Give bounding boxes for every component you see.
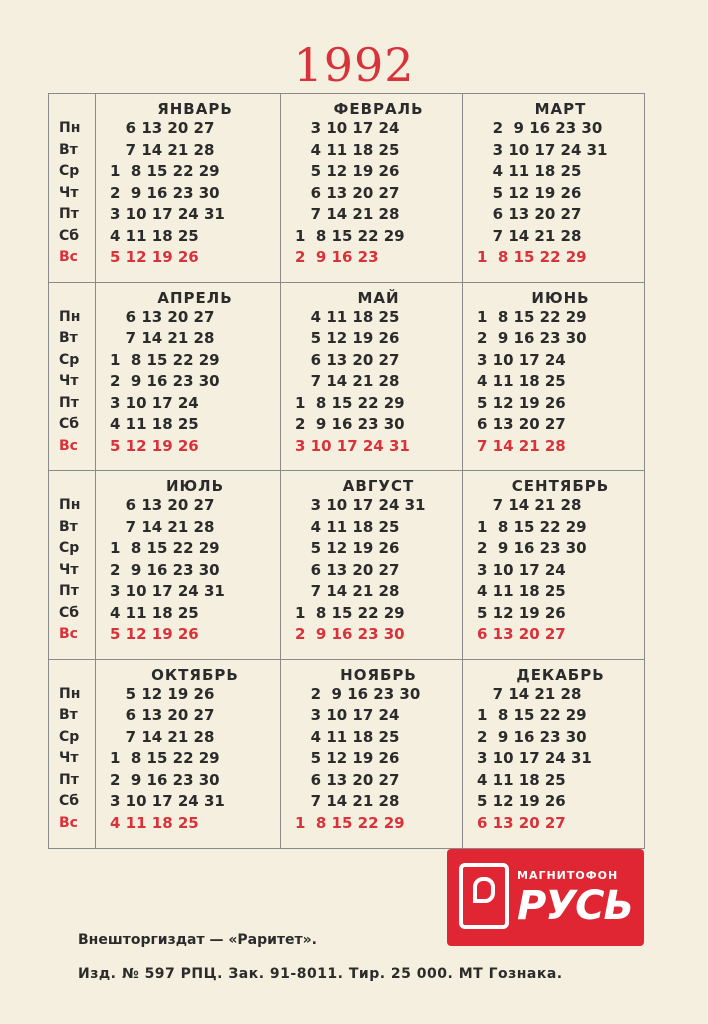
weekday-label: Пн	[59, 120, 81, 136]
week-row: 2 9 16 23 30	[477, 119, 603, 137]
week-row: 6 13 20 27	[295, 770, 400, 789]
week-row: 1 8 15 22 29	[477, 706, 587, 724]
week-row: 2 9 16 23 30	[295, 415, 405, 433]
week-row: 7 14 21 28	[477, 436, 566, 455]
week-row: 3 10 17 24 31	[477, 749, 592, 767]
month-block	[463, 660, 644, 849]
week-row: 7 14 21 28	[295, 205, 400, 223]
week-row: 4 11 18 25	[295, 517, 400, 536]
week-row: 7 14 21 28	[477, 496, 582, 514]
weekday-label: Ср	[59, 540, 80, 556]
calendar-grid	[48, 93, 645, 849]
month-name: АПРЕЛЬ	[157, 288, 233, 307]
month-block	[281, 94, 463, 283]
week-row: 4 11 18 25	[295, 727, 400, 746]
weekday-label: Вс	[59, 814, 78, 831]
week-row: 2 9 16 23 30	[110, 183, 220, 202]
weekday-label: Вс	[59, 249, 78, 265]
weekday-column	[49, 471, 96, 660]
week-row: 5 12 19 26	[477, 393, 566, 412]
week-row: 5 12 19 26	[477, 792, 566, 810]
week-row: 7 14 21 28	[295, 372, 400, 390]
brand-logo-mark	[459, 863, 509, 929]
weekday-label: Ср	[59, 163, 80, 179]
weekday-label: Пт	[59, 583, 79, 599]
weekday-label: Вт	[59, 141, 78, 158]
year-title: 1992	[293, 38, 415, 92]
week-row: 6 13 20 27	[477, 415, 566, 433]
weekday-label: Вт	[59, 707, 78, 723]
brand-logo	[447, 849, 644, 946]
week-row: 1 8 15 22 29	[477, 307, 587, 326]
week-row: 1 8 15 22 29	[110, 162, 220, 180]
week-row: 5 12 19 26	[295, 162, 400, 180]
weekday-label: Пт	[59, 206, 79, 222]
weekday-label: Пт	[59, 394, 79, 411]
week-row: 3 10 17 24 31	[110, 205, 225, 223]
week-row: 4 11 18 25	[110, 226, 199, 245]
weekday-label: Вт	[59, 330, 78, 346]
week-row: 3 10 17 24	[295, 706, 400, 724]
week-row: 6 13 20 27	[110, 119, 215, 137]
month-name: ЯНВАРЬ	[157, 100, 233, 118]
month-block	[281, 660, 463, 849]
weekday-label: Пн	[59, 685, 81, 702]
week-row: 4 11 18 25	[477, 162, 582, 180]
weekday-column	[49, 94, 96, 283]
week-row: 1 8 15 22 29	[295, 393, 405, 412]
week-row: 3 10 17 24 31	[110, 582, 225, 600]
month-block	[463, 471, 644, 660]
month-name: МАЙ	[357, 288, 400, 307]
week-row: 7 14 21 28	[110, 140, 215, 159]
week-row: 3 10 17 24 31	[477, 140, 608, 159]
week-row: 4 11 18 25	[477, 372, 566, 390]
week-row: 3 10 17 24	[110, 393, 199, 412]
month-block	[463, 94, 644, 283]
week-row: 1 8 15 22 29	[477, 248, 587, 266]
week-row: 2 9 16 23 30	[110, 372, 220, 390]
week-row: 4 11 18 25	[477, 770, 566, 789]
week-row: 4 11 18 25	[295, 307, 400, 326]
week-row: 5 12 19 26	[110, 248, 199, 266]
week-row: 3 10 17 24 31	[295, 436, 410, 455]
week-row: 6 13 20 27	[295, 183, 400, 202]
week-row: 4 11 18 25	[295, 140, 400, 159]
week-row: 5 12 19 26	[110, 684, 215, 703]
week-row: 5 12 19 26	[295, 539, 400, 557]
week-row: 7 14 21 28	[477, 684, 582, 703]
weekday-label: Ср	[59, 351, 80, 368]
week-row: 1 8 15 22 29	[477, 517, 587, 536]
month-name: АВГУСТ	[342, 477, 415, 495]
week-row: 5 12 19 26	[110, 436, 199, 455]
weekday-label: Вт	[59, 518, 78, 535]
month-block	[96, 660, 281, 849]
week-row: 2 9 16 23 30	[110, 770, 220, 789]
weekday-label: Сб	[59, 227, 80, 244]
weekday-label: Чт	[59, 373, 79, 389]
week-row: 6 13 20 27	[295, 350, 400, 369]
week-row: 1 8 15 22 29	[295, 226, 405, 245]
week-row: 6 13 20 27	[110, 307, 215, 326]
weekday-label: Вс	[59, 437, 78, 454]
month-block	[281, 283, 463, 472]
month-name: ОКТЯБРЬ	[151, 665, 239, 684]
week-row: 4 11 18 25	[477, 582, 566, 600]
week-row: 2 9 16 23 30	[295, 625, 405, 643]
weekday-column	[49, 283, 96, 472]
week-row: 2 9 16 23 30	[477, 727, 587, 746]
week-row: 3 10 17 24	[477, 350, 566, 369]
week-row: 5 12 19 26	[110, 625, 199, 643]
week-row: 6 13 20 27	[110, 706, 215, 724]
month-block	[463, 283, 644, 472]
month-name: МАРТ	[534, 100, 587, 118]
brand-logo-title: РУСЬ	[517, 883, 633, 929]
week-row: 7 14 21 28	[110, 517, 215, 536]
month-block	[281, 471, 463, 660]
weekday-label: Сб	[59, 604, 80, 621]
week-row: 1 8 15 22 29	[295, 603, 405, 622]
week-row: 6 13 20 27	[295, 560, 400, 579]
month-block	[96, 471, 281, 660]
weekday-label: Чт	[59, 184, 79, 201]
week-row: 3 10 17 24	[295, 119, 400, 137]
weekday-label: Сб	[59, 793, 80, 809]
weekday-label: Чт	[59, 750, 79, 766]
month-name: СЕНТЯБРЬ	[511, 477, 610, 495]
week-row: 6 13 20 27	[477, 813, 566, 832]
month-block	[96, 283, 281, 472]
week-row: 4 11 18 25	[110, 415, 199, 433]
week-row: 2 9 16 23 30	[295, 684, 421, 703]
weekday-label: Ср	[59, 728, 80, 745]
week-row: 7 14 21 28	[110, 329, 215, 347]
week-row: 1 8 15 22 29	[295, 813, 405, 832]
week-row: 5 12 19 26	[477, 183, 582, 202]
week-row: 4 11 18 25	[110, 603, 199, 622]
week-row: 6 13 20 27	[477, 205, 582, 223]
week-row: 2 9 16 23 30	[110, 560, 220, 579]
week-row: 7 14 21 28	[295, 792, 400, 810]
week-row: 5 12 19 26	[295, 749, 400, 767]
week-row: 3 10 17 24	[477, 560, 566, 579]
month-name: ИЮНЬ	[531, 288, 590, 307]
month-name: ФЕВРАЛЬ	[333, 100, 424, 118]
week-row: 7 14 21 28	[477, 226, 582, 245]
week-row: 2 9 16 23 30	[477, 329, 587, 347]
week-row: 1 8 15 22 29	[110, 749, 220, 767]
week-row: 5 12 19 26	[295, 329, 400, 347]
week-row: 2 9 16 23	[295, 248, 379, 266]
week-row: 4 11 18 25	[110, 813, 199, 832]
brand-logo-subtitle: МАГНИТОФОН	[517, 869, 619, 882]
weekday-column	[49, 660, 96, 849]
week-row: 1 8 15 22 29	[110, 539, 220, 557]
week-row: 7 14 21 28	[110, 727, 215, 746]
week-row: 5 12 19 26	[477, 603, 566, 622]
weekday-label: Вс	[59, 626, 78, 642]
week-row: 6 13 20 27	[477, 625, 566, 643]
week-row: 2 9 16 23 30	[477, 539, 587, 557]
month-name: ИЮЛЬ	[165, 477, 225, 495]
week-row: 3 10 17 24 31	[110, 792, 225, 810]
week-row: 3 10 17 24 31	[295, 496, 426, 514]
weekday-label: Чт	[59, 561, 79, 578]
weekday-label: Пт	[59, 771, 79, 788]
month-name: ДЕКАБРЬ	[516, 665, 605, 684]
month-block	[96, 94, 281, 283]
week-row: 1 8 15 22 29	[110, 350, 220, 369]
weekday-label: Сб	[59, 416, 80, 432]
month-name: НОЯБРЬ	[340, 665, 417, 684]
imprint-line: Изд. № 597 РПЦ. Зак. 91-8011. Тир. 25 000. МТ Гознака.	[78, 966, 563, 982]
week-row: 6 13 20 27	[110, 496, 215, 514]
publisher-line: Внешторгиздат — «Раритет».	[78, 932, 318, 948]
weekday-label: Пн	[59, 497, 81, 513]
week-row: 7 14 21 28	[295, 582, 400, 600]
weekday-label: Пн	[59, 308, 81, 325]
